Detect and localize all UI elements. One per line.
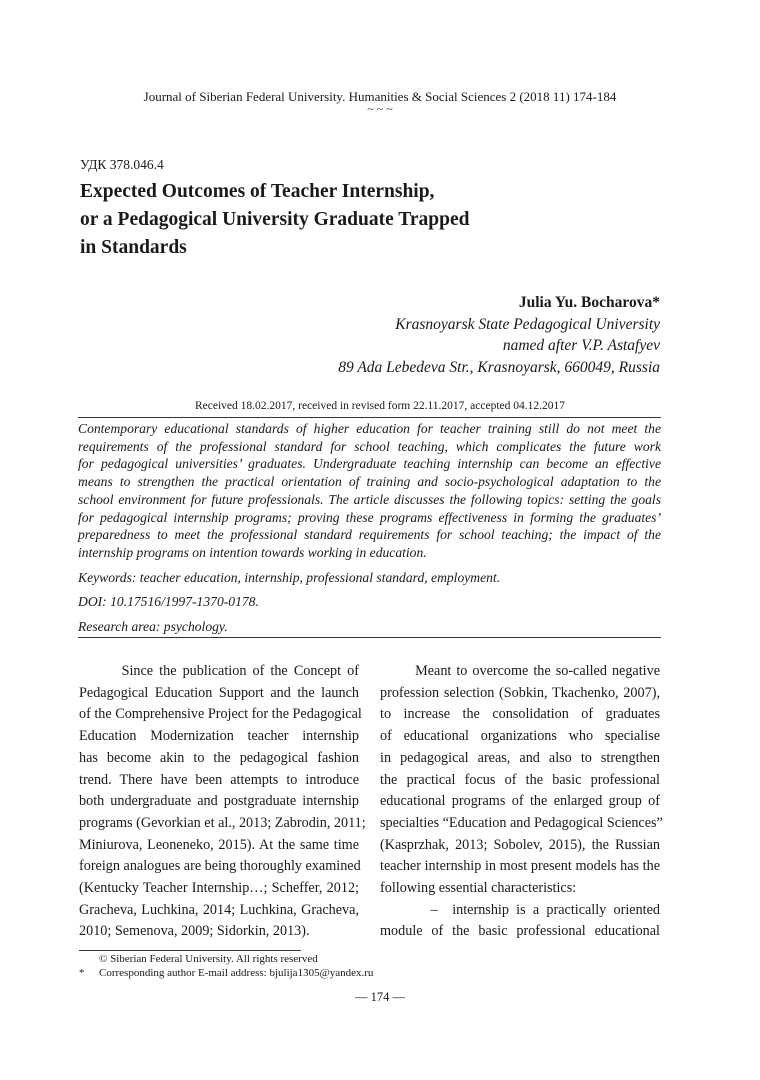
research-area: Research area: psychology. xyxy=(78,619,228,635)
text-line: Miniurova, Leoneneko, 2015). At the same time xyxy=(79,836,359,853)
title-line: or a Pedagogical University Graduate Trapped xyxy=(80,209,470,230)
affiliation-line: Krasnoyarsk State Pedagogical University xyxy=(395,315,660,333)
text-line: means to strengthen the practical orientation of training and socio-psychological adaptation to the xyxy=(78,474,661,490)
text-line: for pedagogical universities’ graduates. Undergraduate teaching internship can become an effective xyxy=(78,456,661,472)
text-line: requirements of the professional standard for school teaching, which complicates the future work xyxy=(78,438,661,454)
text-line: – internship is a practically oriented xyxy=(380,901,660,918)
abstract-bottom-rule xyxy=(78,637,661,638)
body-column-right xyxy=(380,661,663,943)
text-line: of educational organizations who specialise xyxy=(380,728,660,745)
title-line: in Standards xyxy=(80,237,187,258)
title-line: Expected Outcomes of Teacher Internship, xyxy=(80,181,435,202)
abstract-text xyxy=(78,420,661,562)
text-line: the practical focus of the basic professional xyxy=(380,771,660,788)
text-line: preparedness to meet the professional standard requirements for school teaching; the impact of the xyxy=(78,527,661,543)
abstract-top-rule xyxy=(78,417,661,418)
text-line: has become akin to the pedagogical fashion xyxy=(79,749,359,766)
text-line: profession selection (Sobkin, Tkachenko, 2007), xyxy=(380,684,660,701)
text-line: Meant to overcome the so-called negative xyxy=(380,663,660,679)
footnote-rule xyxy=(79,950,301,951)
author-name: Julia Yu. Bocharova* xyxy=(518,294,660,311)
body-column-left xyxy=(79,661,366,943)
footnote xyxy=(79,952,373,966)
copyright-note: © Siberian Federal University. All rights reserved xyxy=(99,953,318,965)
article-title xyxy=(80,178,469,262)
text-line: internship programs on intention towards working in education. xyxy=(78,544,427,560)
received-dates: Received 18.02.2017, received in revised form 22.11.2017, accepted 04.12.2017 xyxy=(194,400,566,412)
udk-code: УДК 378.046.4 xyxy=(80,157,164,172)
page-number: — 174 — xyxy=(355,990,405,1004)
journal-header: Journal of Siberian Federal University. Humanities & Social Sciences 2 (2018 11) 174-184 xyxy=(143,89,617,104)
text-line: for pedagogical internship programs; proving these programs effectiveness in forming the graduates’ xyxy=(78,509,661,525)
abstract xyxy=(78,420,661,636)
text-line: Contemporary educational standards of higher education for teacher training still do not meet the xyxy=(78,421,661,436)
text-line: in pedagogical areas, and also to strengthen xyxy=(380,749,660,766)
keywords: Keywords: teacher education, internship, professional standard, employment. xyxy=(78,569,501,585)
text-line: Pedagogical Education Support and the launch xyxy=(79,684,359,701)
affiliation-line: 89 Ada Lebedeva Str., Krasnoyarsk, 660049, Russia xyxy=(338,358,660,376)
corresponding-author-note: Corresponding author E-mail address: bjulija1305@yandex.ru xyxy=(99,967,374,979)
text-line: (Kentucky Teacher Internship…; Scheffer, 2012; xyxy=(79,880,359,897)
text-line: foreign analogues are being thoroughly examined xyxy=(79,858,361,875)
text-line: (Kasprzhak, 2013; Sobolev, 2015), the Russian xyxy=(380,836,660,853)
text-line: to increase the consolidation of graduates xyxy=(380,706,660,723)
text-line: of the Comprehensive Project for the Pedagogical xyxy=(79,706,362,723)
text-line: 2010; Semenova, 2009; Sidorkin, 2013). xyxy=(79,923,310,940)
doi: DOI: 10.17516/1997-1370-0178. xyxy=(78,594,259,610)
text-line: Education Modernization teacher internship xyxy=(79,728,359,745)
text-line: specialties “Education and Pedagogical Sciences” xyxy=(380,814,663,831)
footnote-mark: * xyxy=(79,967,85,979)
affiliation-line: named after V.P. Astafyev xyxy=(502,337,660,354)
text-line: educational programs of the enlarged group of xyxy=(380,793,660,810)
text-line: module of the basic professional educational xyxy=(380,923,660,940)
text-line: both undergraduate and postgraduate internship xyxy=(79,793,359,810)
text-line: Gracheva, Luchkina, 2014; Luchkina, Gracheva, xyxy=(79,901,359,918)
text-line: following essential characteristics: xyxy=(380,880,577,897)
text-line: teacher internship in most present models has the xyxy=(380,858,660,875)
footnotes xyxy=(79,952,373,980)
header-separator: ~ ~ ~ xyxy=(367,102,393,116)
text-line: Since the publication of the Concept of xyxy=(79,663,359,679)
author-block xyxy=(338,292,660,378)
text-line: programs (Gevorkian et al., 2013; Zabrodin, 2011; xyxy=(79,814,366,831)
footnote-mark xyxy=(79,952,99,966)
footnote xyxy=(79,966,373,980)
text-line: school environment for future professionals. The article discusses the following topics: setting the goals xyxy=(78,491,661,507)
text-line: trend. There have been attempts to introduce xyxy=(79,771,359,788)
